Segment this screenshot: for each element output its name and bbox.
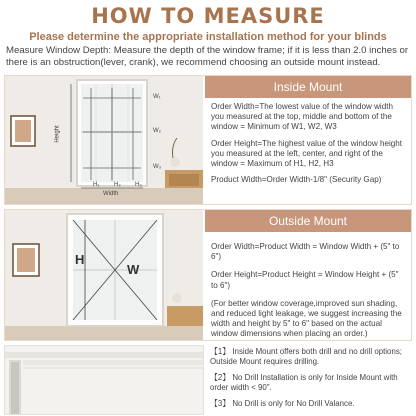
inside-mount-photo xyxy=(5,76,203,204)
inside-mount-panel xyxy=(205,76,411,204)
outside-h-label: H xyxy=(75,252,85,267)
page-title: HOW TO MEASURE xyxy=(91,4,325,28)
window-depth-note: Measure Window Depth: Measure the depth of the window frame; if it is less than 2.0 inches or there is an obstruction(lever, crank), we recommend choosing an outside mount instead. xyxy=(6,45,409,68)
w2-label: W₂ xyxy=(153,128,161,134)
notes-list xyxy=(210,347,412,415)
h3-label: H₃ xyxy=(135,182,142,188)
inside-mount-section xyxy=(4,75,412,205)
note-3: 【3】 No Drill is only for No Drill Valance. xyxy=(210,399,355,408)
h2-label: H₂ xyxy=(114,182,121,188)
note-1: 【1】 Inside Mount offers both drill and no drill options; Outside Mount requires drilling. xyxy=(210,347,402,366)
outside-mount-photo xyxy=(5,210,203,340)
page-subtitle: Please determine the appropriate installation method for your blinds xyxy=(29,31,387,43)
inside-width-rule: Order Width=The lowest value of the window width you measured at the top, middle and bottom of the window = Minimum of W1, W2, W3 xyxy=(211,102,393,132)
outside-height-rule: Order Height=Product Height = Window Height + (5" to 6") xyxy=(211,270,399,290)
w3-label: W₃ xyxy=(153,164,162,170)
inside-height-rule: Order Height=The highest value of the window height you measured at the left, center, and right of the window = Maximum of H1, H2, H3 xyxy=(211,138,402,169)
w1-label: W₁ xyxy=(153,94,161,100)
note-2: 【2】 No Drill Installation is only for Inside Mount with order width < 90". xyxy=(210,373,398,392)
width-label: Width xyxy=(103,191,119,197)
outside-mount-section xyxy=(4,209,412,341)
outside-width-rule: Order Width=Product Width = Window Width + (5" to 6") xyxy=(211,242,400,262)
outside-mount-panel xyxy=(205,210,411,340)
inside-mount-heading: Inside Mount xyxy=(205,76,411,98)
product-width-rule: Product Width=Order Width-1/8" (Security Gap) xyxy=(211,175,382,185)
h1-label: H₁ xyxy=(93,182,100,188)
height-label: Height xyxy=(54,125,61,143)
notes-section xyxy=(4,345,412,415)
outside-mount-heading: Outside Mount xyxy=(205,210,411,232)
outside-mount-note: (For better window coverage,improved sun shading, and reduced light leakage, we suggest increasing the width and height by 5" to 6" based on the actual window dimensions when placing an order.) xyxy=(211,298,402,339)
no-drill-photo xyxy=(4,345,204,415)
outside-w-label: W xyxy=(127,262,140,277)
